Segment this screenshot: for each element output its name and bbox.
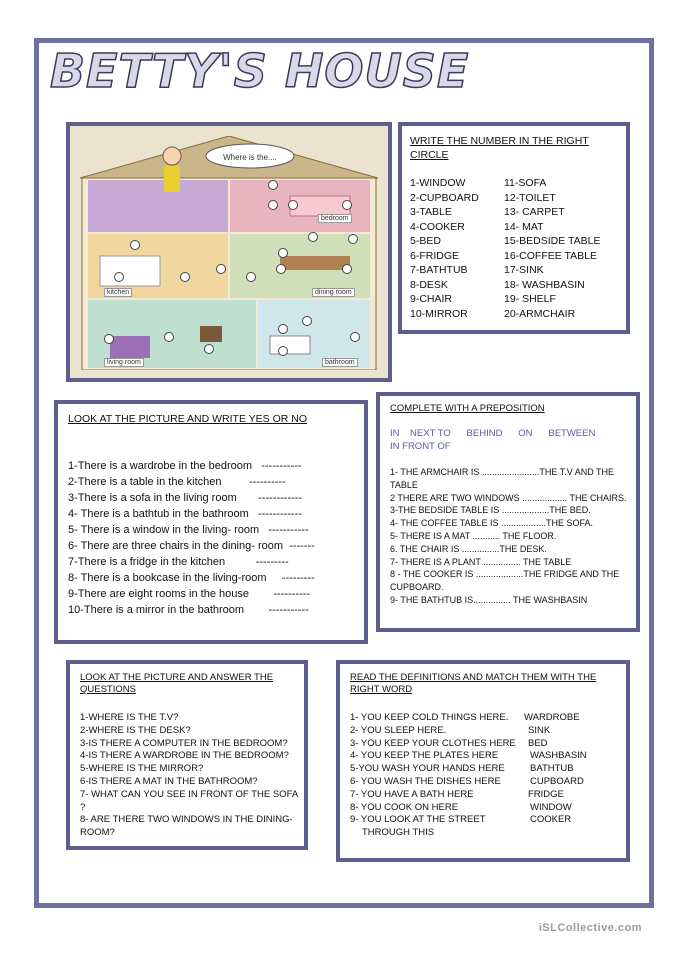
- house-illustration: [80, 136, 378, 370]
- list-item: 9-There are eight rooms in the house ----------: [68, 588, 311, 600]
- list-item: 8 - THE COOKER IS ...................THE FRIDGE AND THE CUPBOARD.: [390, 569, 620, 593]
- questions-box: [66, 660, 308, 850]
- list-item: WINDOW: [530, 801, 572, 813]
- list-item: 1-WHERE IS THE T.V?: [80, 712, 179, 723]
- yes-no-box: [54, 400, 368, 644]
- label-living-room: living room: [104, 358, 144, 367]
- watermark: iSLCollective.com: [538, 922, 642, 934]
- list-item: 7- THERE IS A PLANT ............... THE TABLE: [390, 556, 572, 567]
- list-item: SINK: [528, 724, 551, 736]
- list-item: 8- There is a bookcase in the living-room ---------: [68, 572, 315, 584]
- answer-circle[interactable]: [350, 332, 360, 342]
- list-item: 3- YOU KEEP YOUR CLOTHES HERE: [350, 737, 516, 749]
- preposition-box: [376, 392, 640, 632]
- list-item: 6-FRIDGE: [410, 249, 460, 262]
- speech-bubble: Where is the....: [223, 153, 277, 162]
- list-item: 8- ARE THERE TWO WINDOWS IN THE DINING-ROOM?: [80, 814, 293, 839]
- list-item: 2-WHERE IS THE DESK?: [80, 724, 191, 736]
- number-list-heading: WRITE THE NUMBER IN THE RIGHT CIRCLE: [410, 135, 589, 161]
- answer-circle[interactable]: [308, 232, 318, 242]
- list-item: 10-There is a mirror in the bathroom -----------: [68, 604, 309, 616]
- list-item: 12-TOILET: [504, 191, 556, 204]
- house-drawing: [80, 136, 378, 370]
- answer-circle[interactable]: [342, 200, 352, 210]
- list-item: 3-TABLE: [410, 206, 452, 218]
- answer-circle[interactable]: [348, 234, 358, 244]
- answer-circle[interactable]: [114, 272, 124, 282]
- answer-circle[interactable]: [278, 346, 288, 356]
- list-item: BATHTUB: [530, 763, 574, 775]
- list-item: 1- YOU KEEP COLD THINGS HERE.: [350, 712, 509, 723]
- list-item: 7-BATHTUB: [410, 264, 468, 276]
- label-kitchen: kitchen: [104, 288, 132, 297]
- definitions-list: [350, 712, 516, 840]
- list-item: 3-There is a sofa in the living room ------------: [68, 492, 303, 504]
- list-item: 19- SHELF: [504, 293, 556, 305]
- list-item: 7- YOU HAVE A BATH HERE: [350, 788, 474, 800]
- words-list: [524, 712, 587, 827]
- answer-circle[interactable]: [276, 264, 286, 274]
- questions-list: [80, 712, 302, 840]
- house-picture: [66, 122, 392, 382]
- list-item: 5-YOU WASH YOUR HANDS HERE: [350, 763, 505, 775]
- list-item: 11-SOFA: [504, 177, 547, 189]
- list-item: 5-WHERE IS THE MIRROR?: [80, 763, 204, 775]
- list-item: 4- YOU KEEP THE PLATES HERE: [350, 750, 499, 762]
- answer-circle[interactable]: [204, 344, 214, 354]
- questions-heading: LOOK AT THE PICTURE AND ANSWER THE QUESTIONS: [80, 672, 274, 695]
- list-item: 13- CARPET: [504, 206, 565, 218]
- number-list-col1: [410, 176, 479, 321]
- label-dining-room: dining room: [312, 288, 355, 297]
- number-list-col2: [504, 176, 600, 321]
- answer-circle[interactable]: [342, 264, 352, 274]
- list-item: 1-WINDOW: [410, 177, 466, 189]
- list-item: WASHBASIN: [530, 750, 587, 762]
- list-item: 9- YOU LOOK AT THE STREET: [350, 814, 486, 826]
- answer-circle[interactable]: [302, 316, 312, 326]
- answer-circle[interactable]: [104, 334, 114, 344]
- answer-circle[interactable]: [268, 200, 278, 210]
- list-item: 5-BED: [410, 235, 441, 247]
- preposition-heading: COMPLETE WITH A PREPOSITION: [390, 403, 545, 414]
- list-item: 10-MIRROR: [410, 307, 468, 320]
- list-item: 16-COFFEE TABLE: [504, 249, 597, 262]
- list-item: 18- WASHBASIN: [504, 278, 585, 291]
- list-item: 8- YOU COOK ON HERE: [350, 801, 459, 813]
- list-item: 1-There is a wardrobe in the bedroom -----------: [68, 460, 302, 472]
- list-item: 6. THE CHAIR IS ...............THE DESK.: [390, 543, 547, 554]
- answer-circle[interactable]: [130, 240, 140, 250]
- list-item: 17-SINK: [504, 264, 544, 276]
- preposition-list: [390, 466, 630, 607]
- answer-circle[interactable]: [288, 200, 298, 210]
- answer-circle[interactable]: [246, 272, 256, 282]
- list-item: THROUGH THIS: [362, 827, 435, 839]
- list-item: 9-CHAIR: [410, 293, 453, 305]
- answer-circle[interactable]: [180, 272, 190, 282]
- list-item: 2- YOU SLEEP HERE.: [350, 724, 447, 736]
- list-item: 9- THE BATHTUB IS............... THE WASHBASIN: [390, 594, 588, 605]
- list-item: 4-COOKER: [410, 220, 465, 233]
- label-bathroom: bathroom: [322, 358, 358, 367]
- list-item: 2-CUPBOARD: [410, 191, 479, 204]
- list-item: 3-THE BEDSIDE TABLE IS ...................THE BED.: [390, 505, 591, 516]
- list-item: 20-ARMCHAIR: [504, 307, 576, 320]
- answer-circle[interactable]: [278, 248, 288, 258]
- definitions-box: [336, 660, 630, 862]
- list-item: 1- THE ARMCHAIR IS .......................THE T.V AND THE TABLE: [390, 467, 615, 490]
- preposition-options: IN NEXT TO BEHIND ON BETWEEN: [390, 428, 596, 439]
- list-item: 6- There are three chairs in the dining- room -------: [68, 540, 315, 552]
- preposition-options-2: IN FRONT OF: [390, 441, 451, 452]
- list-item: 7-There is a fridge in the kitchen ---------: [68, 556, 289, 568]
- list-item: 14- MAT: [504, 220, 544, 233]
- answer-circle[interactable]: [164, 332, 174, 342]
- list-item: 4- There is a bathtub in the bathroom ------------: [68, 508, 302, 520]
- list-item: COOKER: [530, 814, 572, 826]
- list-item: 8-DESK: [410, 278, 448, 291]
- label-bedroom: bedroom: [318, 214, 352, 223]
- definitions-heading: READ THE DEFINITIONS AND MATCH THEM WITH THE RIGHT WORD: [350, 672, 597, 695]
- list-item: FRIDGE: [528, 788, 564, 800]
- list-item: 6- YOU WASH THE DISHES HERE: [350, 775, 501, 787]
- answer-circle[interactable]: [278, 324, 288, 334]
- list-item: 6-IS THERE A MAT IN THE BATHROOM?: [80, 775, 258, 787]
- answer-circle[interactable]: [216, 264, 226, 274]
- number-list-box: [398, 122, 630, 334]
- list-item: 2 THERE ARE TWO WINDOWS .................. THE CHAIRS.: [390, 492, 627, 503]
- list-item: 3-IS THERE A COMPUTER IN THE BEDROOM?: [80, 737, 288, 749]
- yes-no-list: [68, 458, 315, 618]
- list-item: 5- There is a window in the living- room -----------: [68, 524, 309, 536]
- yes-no-heading: LOOK AT THE PICTURE AND WRITE YES OR NO: [68, 413, 308, 425]
- list-item: 2-There is a table in the kitchen ----------: [68, 476, 286, 488]
- list-item: WARDROBE: [524, 712, 580, 723]
- answer-circle[interactable]: [268, 180, 278, 190]
- list-item: CUPBOARD: [530, 775, 584, 787]
- list-item: 4-IS THERE A WARDROBE IN THE BEDROOM?: [80, 750, 289, 762]
- list-item: 7- WHAT CAN YOU SEE IN FRONT OF THE SOFA ?: [80, 788, 298, 813]
- worksheet-title: BETTY'S HOUSE: [50, 44, 470, 98]
- list-item: 4- THE COFFEE TABLE IS ..................THE SOFA.: [390, 518, 594, 529]
- list-item: 15-BEDSIDE TABLE: [504, 235, 601, 247]
- list-item: 5- THERE IS A MAT ........... THE FLOOR.: [390, 530, 557, 541]
- list-item: BED: [528, 737, 548, 749]
